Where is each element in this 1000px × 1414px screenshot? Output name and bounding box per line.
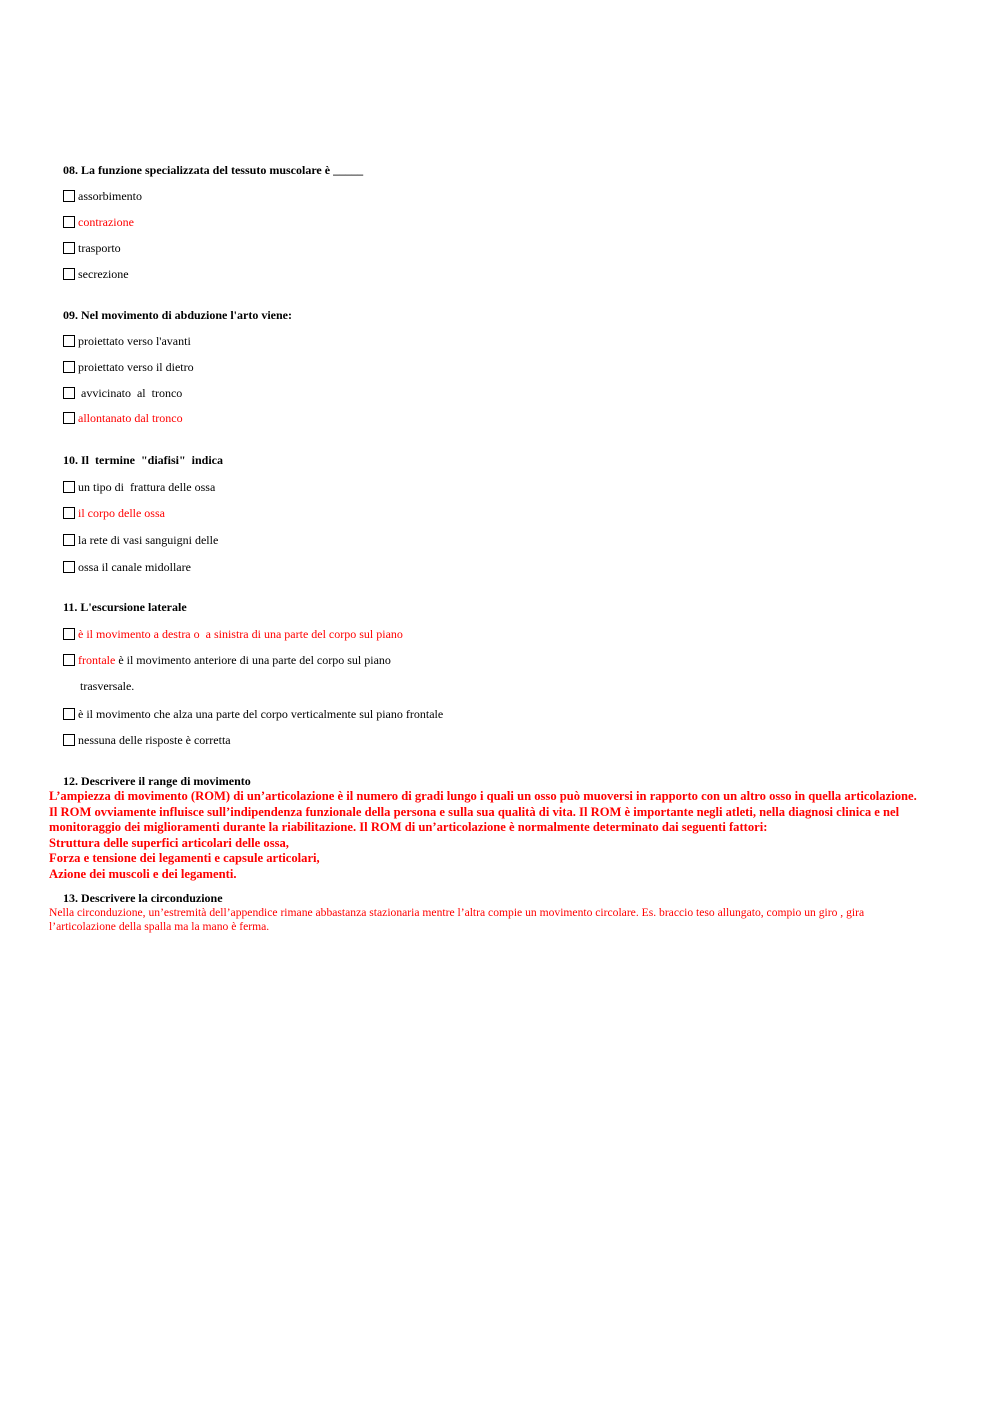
q10-option-4[interactable] <box>63 560 191 574</box>
option-label: è il movimento che alza una parte del corpo verticalmente sul piano frontale <box>78 707 444 721</box>
answer-line: l’articolazione della spalla ma la mano è ferma. <box>49 920 270 933</box>
checkbox[interactable] <box>63 628 75 640</box>
answer-line: Il ROM ovviamente influisce sull’indipendenza funzionale della persona e sulla sua qualità di vita. Il ROM è importante negli atleti, nella diagnosi clinica e nel <box>49 804 900 819</box>
question-09-title: 09. Nel movimento di abduzione l'arto viene: <box>63 308 292 322</box>
q11-option-1[interactable] <box>63 627 403 641</box>
question-11-title: 11. L'escursione laterale <box>63 600 187 614</box>
checkbox[interactable] <box>63 507 75 519</box>
option-label: secrezione <box>78 267 129 281</box>
checkbox[interactable] <box>63 654 75 666</box>
q09-option-4[interactable] <box>63 411 183 425</box>
question-10-title: 10. Il termine "diafisi" indica <box>63 453 223 467</box>
question-08-title: 08. La funzione specializzata del tessuto muscolare è _____ <box>63 163 364 177</box>
checkbox[interactable] <box>63 242 75 254</box>
checkbox[interactable] <box>63 534 75 546</box>
q11-option-2-continuation: trasversale. <box>80 679 135 693</box>
checkbox[interactable] <box>63 561 75 573</box>
checkbox[interactable] <box>63 190 75 202</box>
q10-option-3[interactable] <box>63 533 218 547</box>
checkbox[interactable] <box>63 268 75 280</box>
q13-answer <box>49 906 978 934</box>
q08-option-2[interactable] <box>63 215 134 229</box>
option-label: assorbimento <box>78 189 142 203</box>
checkbox[interactable] <box>63 481 75 493</box>
q08-option-1[interactable] <box>63 189 142 203</box>
option-label: è il movimento anteriore di una parte del corpo sul piano <box>115 653 391 667</box>
q11-option-2[interactable] <box>63 653 391 667</box>
option-label-correct: il corpo delle ossa <box>78 506 165 520</box>
answer-line: monitoraggio dei miglioramenti durante la riabilitazione. Il ROM di un’articolazione è normalmente determinato dai seguenti fattori: <box>49 820 768 834</box>
q09-option-1[interactable] <box>63 334 191 348</box>
q08-option-4[interactable] <box>63 267 129 281</box>
answer-line: Struttura delle superfici articolari delle ossa, <box>49 835 289 850</box>
answer-line: L’ampiezza di movimento (ROM) di un’articolazione è il numero di gradi lungo i quali un osso può muoversi in rapporto con un altro osso in quella articolazione. <box>49 789 917 803</box>
option-label: proiettato verso l'avanti <box>78 334 191 348</box>
q11-option-3[interactable] <box>63 707 443 721</box>
option-label-correct: è il movimento a destra o a sinistra di una parte del corpo sul piano <box>78 627 403 641</box>
q10-option-1[interactable] <box>63 480 215 494</box>
checkbox[interactable] <box>63 387 75 399</box>
q10-option-2[interactable] <box>63 506 165 520</box>
option-label: ossa il canale midollare <box>78 560 191 574</box>
q09-option-2[interactable] <box>63 360 194 374</box>
option-label-correct: contrazione <box>78 215 134 229</box>
question-12-title: 12. Descrivere il range di movimento <box>63 774 251 788</box>
checkbox[interactable] <box>63 216 75 228</box>
option-label-correct: frontale <box>78 653 116 667</box>
checkbox[interactable] <box>63 734 75 746</box>
option-label: avvicinato al tronco <box>78 386 183 400</box>
q08-option-3[interactable] <box>63 241 121 255</box>
checkbox[interactable] <box>63 412 75 424</box>
q11-option-4[interactable] <box>63 733 231 747</box>
answer-line: Nella circonduzione, un’estremità dell’appendice rimane abbastanza stazionaria mentre l’altra compie un movimento circolare. Es. braccio teso allungato, compio un giro , gira <box>49 906 865 919</box>
question-13-title: 13. Descrivere la circonduzione <box>63 891 223 905</box>
checkbox[interactable] <box>63 361 75 373</box>
answer-line: Forza e tensione dei legamenti e capsule articolari, <box>49 851 320 865</box>
option-label: nessuna delle risposte è corretta <box>78 733 231 747</box>
option-label: proiettato verso il dietro <box>78 360 194 374</box>
checkbox[interactable] <box>63 335 75 347</box>
option-label: trasporto <box>78 241 121 255</box>
option-label: un tipo di frattura delle ossa <box>78 480 216 494</box>
answer-line: Azione dei muscoli e dei legamenti. <box>49 866 237 881</box>
q09-option-3[interactable] <box>63 386 182 400</box>
q12-answer <box>49 789 978 882</box>
checkbox[interactable] <box>63 708 75 720</box>
option-label-correct: allontanato dal tronco <box>78 411 183 425</box>
option-label: la rete di vasi sanguigni delle <box>78 533 219 547</box>
